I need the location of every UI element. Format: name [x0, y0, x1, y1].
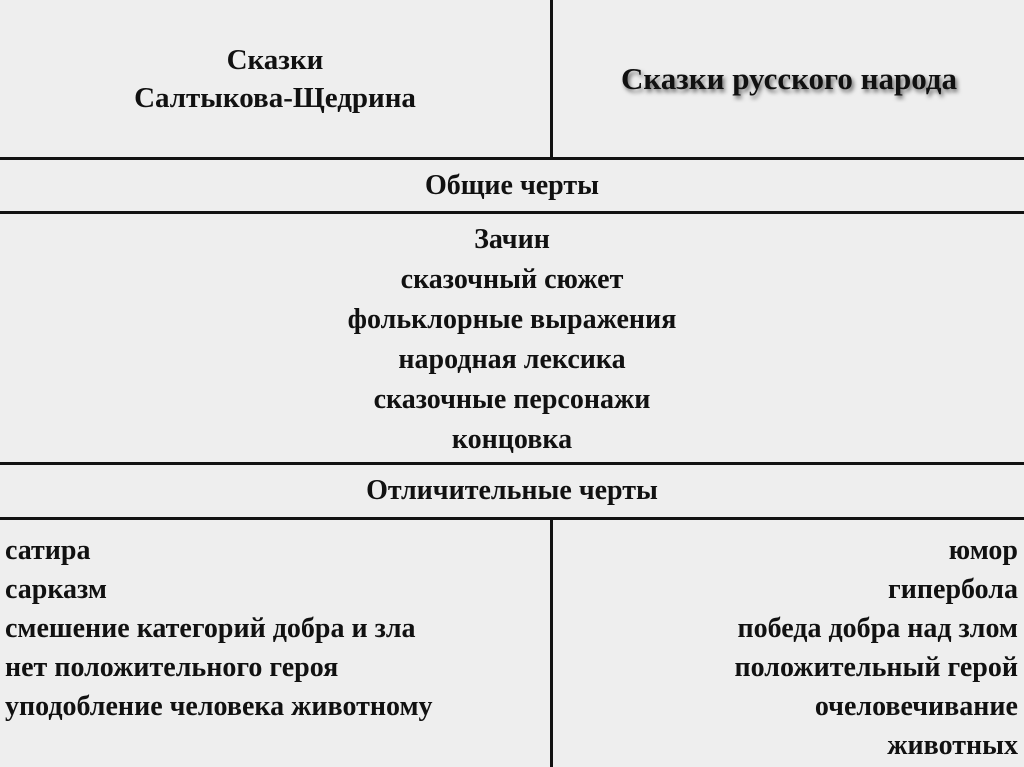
common-item: сказочный сюжет [400, 264, 624, 295]
row-divider [0, 517, 1024, 520]
saltykov-distinct-list [0, 520, 550, 767]
right-item: победа добра над злом [737, 613, 1018, 644]
right-item: очеловечивание [814, 691, 1018, 722]
row-divider [0, 211, 1024, 214]
left-item: сатира [5, 535, 91, 566]
common-item: фольклорные выражения [347, 304, 677, 335]
left-item: нет положительного героя [5, 652, 339, 683]
header-folk-tales [554, 0, 1024, 157]
distinct-features-heading-cell [0, 465, 1024, 517]
right-item: гипербола [888, 574, 1018, 605]
column-divider [550, 0, 553, 157]
common-item: концовка [451, 424, 573, 455]
common-item: сказочные персонажи [373, 384, 651, 415]
common-item: Зачин [474, 224, 550, 255]
common-features-heading: Общие черты [424, 169, 599, 201]
header-left-line-2: Салтыкова-Щедрина [134, 81, 416, 114]
folk-distinct-list [554, 520, 1024, 767]
column-divider [550, 517, 553, 767]
header-saltykov-tales [0, 0, 550, 157]
header-right-title: Сказки русского народа [620, 60, 957, 96]
right-item: положительный герой [734, 652, 1018, 683]
header-left-line-1: Сказки [226, 43, 324, 76]
row-divider [0, 157, 1024, 160]
left-item: сарказм [5, 574, 107, 605]
right-item: юмор [948, 535, 1018, 566]
common-item: народная лексика [398, 344, 626, 375]
distinct-features-heading: Отличительные черты [366, 475, 658, 506]
left-item: смешение категорий добра и зла [5, 613, 416, 644]
common-features-heading-cell [0, 160, 1024, 211]
left-item: уподобление человека животному [5, 691, 433, 722]
common-features-list [0, 214, 1024, 462]
right-item: животных [887, 730, 1018, 761]
row-divider [0, 462, 1024, 465]
